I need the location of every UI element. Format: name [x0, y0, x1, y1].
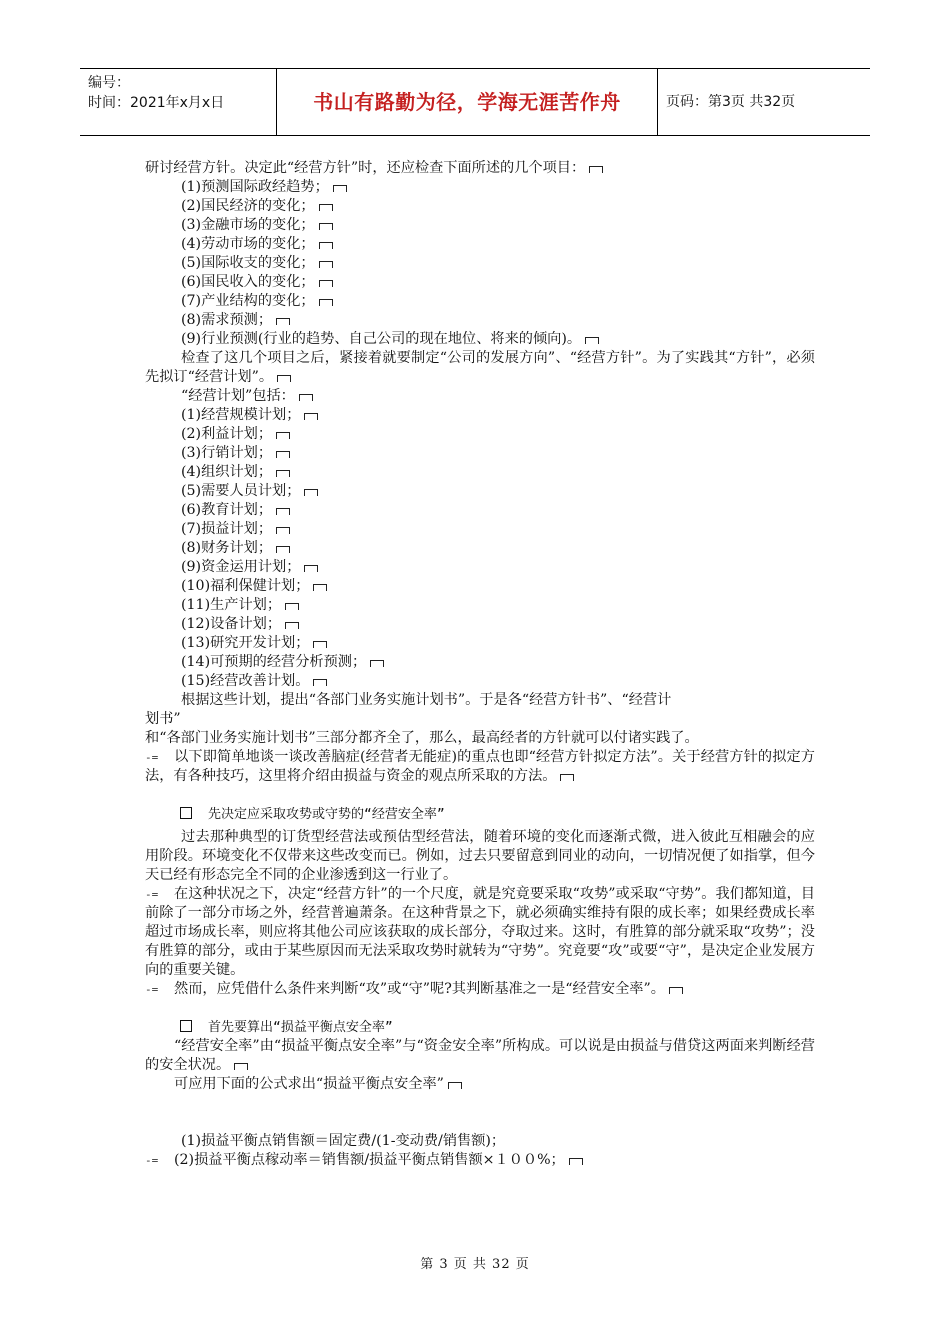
formula: (1)损益平衡点销售额＝固定费/(1-变动费/销售额)；: [181, 1133, 506, 1149]
list-item: (14)可预期的经营分析预测；: [145, 653, 815, 672]
paragraph-mark-icon: [304, 565, 318, 572]
tab-marker: -=: [145, 888, 159, 901]
checkbox-square-icon: [180, 1020, 192, 1032]
list-item: (3)金融市场的变化；: [145, 216, 815, 235]
header-number: 编号：: [88, 75, 130, 91]
list-item: (6)教育计划；: [145, 501, 815, 520]
paragraph-mark-icon: [304, 413, 318, 420]
paragraph-mark-icon: [304, 489, 318, 496]
list-item: (13)研究开发计划；: [145, 634, 815, 653]
paragraph-mark-icon: [313, 679, 327, 686]
paragraph-mark-icon: [319, 242, 333, 249]
formula: -= (2)损益平衡点稼动率＝销售额/损益平衡点销售额×１００%；: [145, 1151, 815, 1170]
paragraph-mark-icon: [234, 1063, 248, 1070]
paragraph: 过去那种典型的订货型经营法或预估型经营法，随着环境的变化而逐渐式微，进入彼此互相融会的应用阶段。环境变化不仅带来这些改变而已。例如，过去只要留意到同业的动向，一切情况便了如指掌，但今天已经有形态完全不同的企业渗透到这一行业了。: [145, 829, 815, 883]
paragraph: 研讨经营方针。决定此“经营方针”时，还应检查下面所述的几个项目：: [145, 159, 815, 178]
paragraph-mark-icon: [569, 1158, 583, 1165]
tab-marker: -=: [145, 751, 159, 764]
paragraph: 检查了这几个项目之后，紧接着就要制定“公司的发展方向”、“经营方针”。为了实践其“方针”，必须先拟订“经营计划”。: [145, 350, 815, 385]
paragraph-mark-icon: [276, 527, 290, 534]
paragraph-mark-icon: [370, 660, 384, 667]
list-item: (4)劳动市场的变化；: [145, 235, 815, 254]
list-item: (10)福利保健计划；: [145, 577, 815, 596]
paragraph-mark-icon: [560, 774, 574, 781]
list-item: (6)国民收入的变化；: [145, 273, 815, 292]
paragraph: 和“各部门业务实施计划书”三部分都齐全了，那么，最高经者的方针就可以付诸实践了。: [145, 730, 699, 746]
paragraph: -= 在这种状况之下，决定“经营方针”的一个尺度，就是究竟要采取“攻势”或采取“守势”。我们都知道，目前除了一部分市场之外，经营普遍萧条。在这种背景之下，就必须确实维持有限的成长率；如果经费成长率超过市场成长率，则应将其他公司应该获取的成长部分，夺取过来。这时，有胜算的部分就采取“攻势”；没有胜算的部分，或由于某些原因而无法采取攻势时就转为“守势”。究竟要“攻”或要“守”，是决定企业发展方向的重要关键。: [145, 886, 815, 978]
paragraph-mark-icon: [589, 166, 603, 173]
list-item: (12)设备计划；: [145, 615, 815, 634]
list-item: (1)预测国际政经趋势；: [145, 178, 815, 197]
paragraph: 可应用下面的公式求出“损益平衡点安全率”: [145, 1075, 815, 1094]
paragraph-mark-icon: [299, 394, 313, 401]
paragraph-mark-icon: [313, 584, 327, 591]
section-heading: 首先要算出“损益平衡点安全率”: [145, 1018, 815, 1037]
paragraph-mark-icon: [585, 337, 599, 344]
paragraph: 根据这些计划，提出“各部门业务实施计划书”。于是各“经营方针书”、“经营计: [181, 692, 672, 708]
paragraph-mark-icon: [319, 299, 333, 306]
paragraph-mark-icon: [276, 432, 290, 439]
paragraph: “经营计划”包括：: [145, 387, 815, 406]
tab-marker: -=: [145, 983, 159, 996]
paragraph-mark-icon: [448, 1082, 462, 1089]
paragraph-mark-icon: [319, 261, 333, 268]
paragraph-mark-icon: [276, 470, 290, 477]
tab-marker: -=: [145, 1154, 159, 1167]
paragraph-mark-icon: [319, 280, 333, 287]
paragraph-mark-icon: [276, 508, 290, 515]
header-divider: [657, 69, 658, 135]
paragraph-mark-icon: [319, 204, 333, 211]
paragraph-mark-icon: [276, 546, 290, 553]
list-item: (7)产业结构的变化；: [145, 292, 815, 311]
page-footer: 第 3 页 共 32 页: [420, 1257, 530, 1272]
page-header: [80, 68, 870, 136]
list-item: (9)行业预测(行业的趋势、自己公司的现在地位、将来的倾向)。: [145, 330, 815, 349]
paragraph: -= 然而，应凭借什么条件来判断“攻”或“守”呢?其判断基准之一是“经营安全率”。: [145, 980, 815, 999]
header-meta: [88, 73, 224, 113]
list-item: (1)经营规模计划；: [145, 406, 815, 425]
list-item: (2)利益计划；: [145, 425, 815, 444]
list-item: (15)经营改善计划。: [145, 672, 815, 691]
paragraph-mark-icon: [276, 318, 290, 325]
list-item: (4)组织计划；: [145, 463, 815, 482]
list-item: (3)行销计划；: [145, 444, 815, 463]
list-item: (7)损益计划；: [145, 520, 815, 539]
paragraph: “经营安全率”由“损益平衡点安全率”与“资金安全率”所构成。可以说是由损益与借贷这两面来判断经营的安全状况。: [145, 1038, 815, 1073]
list-item: (11)生产计划；: [145, 596, 815, 615]
list-item: (8)财务计划；: [145, 539, 815, 558]
document-body: [145, 159, 815, 1170]
paragraph-mark-icon: [313, 641, 327, 648]
section-heading: 先决定应采取攻势或守势的“经营安全率”: [145, 805, 815, 824]
checkbox-square-icon: [180, 807, 192, 819]
paragraph: 划书”: [145, 711, 181, 727]
header-motto: 书山有路勤为径，学海无涯苦作舟: [313, 90, 621, 114]
header-page-info: 页码：第3页 共32页: [666, 94, 796, 110]
header-time: 时间：2021年x月x日: [88, 95, 225, 111]
list-item: (2)国民经济的变化；: [145, 197, 815, 216]
paragraph-mark-icon: [277, 375, 291, 382]
paragraph-mark-icon: [285, 622, 299, 629]
list-item: (8)需求预测；: [145, 311, 815, 330]
list-item: (5)需要人员计划；: [145, 482, 815, 501]
paragraph-mark-icon: [319, 223, 333, 230]
paragraph-mark-icon: [276, 451, 290, 458]
paragraph-mark-icon: [333, 185, 347, 192]
paragraph-mark-icon: [669, 987, 683, 994]
list-item: (5)国际收支的变化；: [145, 254, 815, 273]
paragraph-mark-icon: [285, 603, 299, 610]
paragraph: -= 以下即简单地谈一谈改善脑症(经营者无能症)的重点也即“经营方针拟定方法”。关于经营方针的拟定方法，有各种技巧，这里将介绍由损益与资金的观点所采取的方法。: [145, 749, 815, 784]
list-item: (9)资金运用计划；: [145, 558, 815, 577]
